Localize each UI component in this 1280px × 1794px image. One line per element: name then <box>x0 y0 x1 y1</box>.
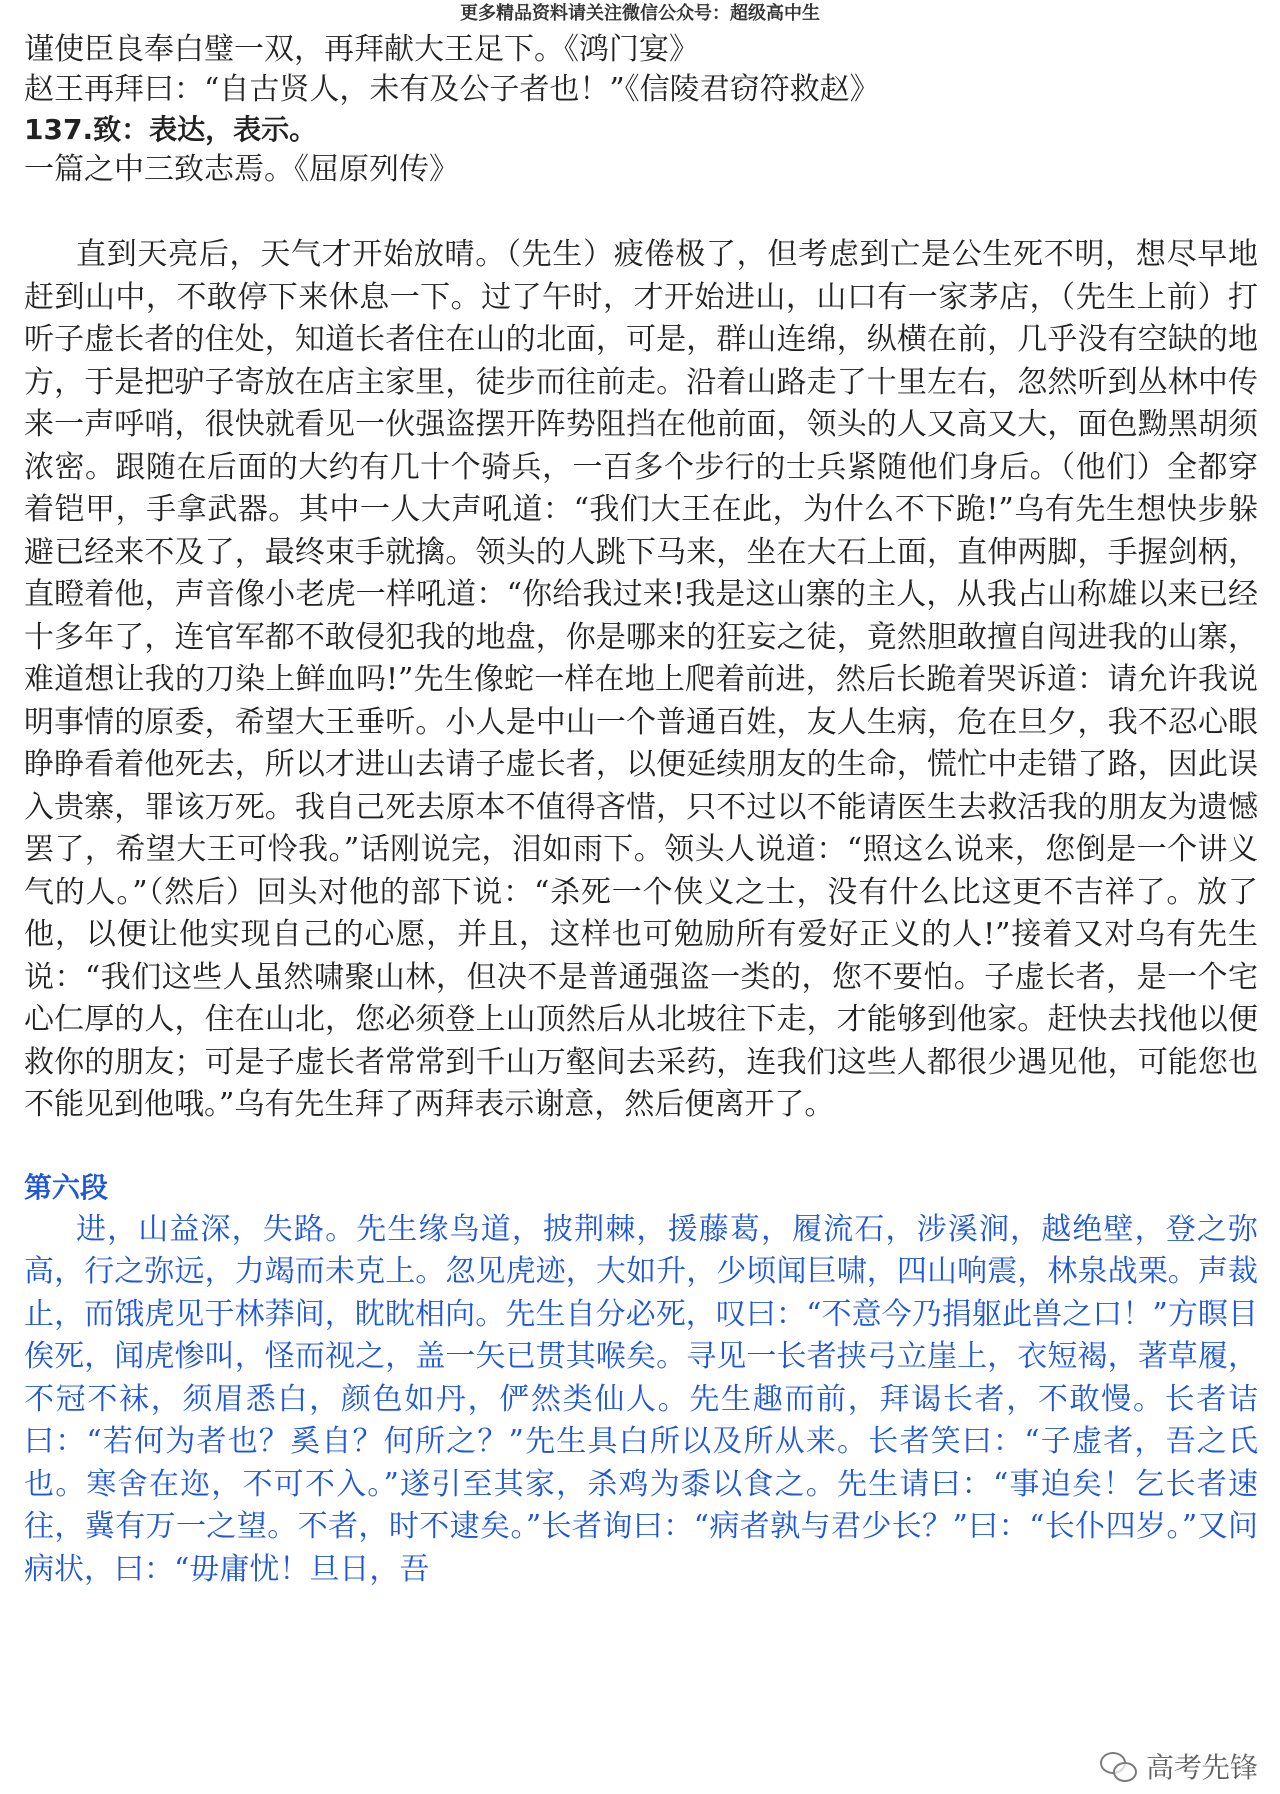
watermark-text: 高考先锋 <box>1145 1751 1258 1784</box>
entry-137-heading: 137.致：表达，表示。 <box>24 113 318 146</box>
wechat-icon <box>1100 1750 1138 1782</box>
entry-137-example: 一篇之中三致志焉。《屈原列传》 <box>24 152 459 187</box>
page-header: 更多精品资料请关注微信公众号：超级高中生 <box>460 3 820 24</box>
translation-paragraph: 直到天亮后，天气才开始放晴。（先生）疲倦极了，但考虑到亡是公生死不明，想尽早地赶到山中，不敢停下来休息一下。过了午时，才开始进山，山口有一家茅店，（先生上前）打听子虚长者的住处，知道长者住在山的北面，可是，群山连绵，纵横在前，几乎没有空缺的地方，于是把驴子寄放在店主家里，徒步而往前走。沿着山路走了十里左右，忽然听到丛林中传来一声呼哨，很快就看见一伙强盗摆开阵势阻挡在他前面，领头的人又高又大，面色黝黑胡须浓密。跟随在后面的大约有几十个骑兵，一百多个步行的士兵紧随他们身后。（他们）全都穿着铠甲，手拿武器。其中一人大声吼道：“我们大王在此，为什么不下跪!”乌有先生想快步躲避已经来不及了，最终束手就擒。领头的人跳下马来，坐在大石上面，直伸两脚，手握剑柄，直瞪着他，声音像小老虎一样吼道：“你给我过来!我是这山寨的主人，从我占山称雄以来已经十多年了，连官军都不敢侵犯我的地盘，你是哪来的狂妄之徒，竟然胆敢擅自闯进我的山寨，难道想让我的刀染上鲜血吗!”先生像蛇一样在地上爬着前进，然后长跪着哭诉道：请允许我说明事情的原委，希望大王垂听。小人是中山一个普通百姓，友人生病，危在旦夕，我不忍心眼睁睁看着他死去，所以才进山去请子虚长者，以便延续朋友的生命，慌忙中走错了路，因此误入贵寨，罪该万死。我自己死去原本不值得吝惜，只不过以不能请医生去救活我的朋友为遗憾罢了，希望大王可怜我。”话刚说完，泪如雨下。领头人说道：“照这么说来，您倒是一个讲义气的人。”（然后）回头对他的部下说：“杀死一个侠义之士，没有什么比这更不吉祥了。放了他，以便让他实现自己的心愿，并且，这样也可勉励所有爱好正义的人!”接着又对乌有先生说：“我们这些人虽然啸聚山林，但决不是普通强盗一类的，您不要怕。子虚长者，是一个宅心仁厚的人，住在山北，您必须登上山顶然后从北坡往下走，才能够到他家。赶快去找他以便救你的朋友；可是子虚长者常常到千山万壑间去采药，连我们这些人都很少遇见他，可能您也不能见到他哦。”乌有先生拜了两拜表示谢意，然后便离开了。 <box>24 237 1258 1122</box>
section-6-title: 第六段 <box>24 1170 109 1204</box>
document-body <box>24 30 1258 1591</box>
section-6-text: 进，山益深，失路。先生缘鸟道，披荆棘，援藤葛，履流石，涉溪涧，越绝壁，登之弥高，行之弥远，力竭而未克上。忽见虎迹，大如升，少顷闻巨啸，四山响震，林泉战栗。声裁止，而饿虎见于林莽间，眈眈相向。先生自分必死，叹曰：“不意今乃捐躯此兽之口！”方瞑目俟死，闻虎惨叫，怪而视之，盖一矢已贯其喉矣。寻见一长者挟弓立崖上，衣短褐，著草履，不冠不袜，须眉悉白，颜色如丹，俨然类仙人。先生趣而前，拜谒长者，不敢慢。长者诘曰：“若何为者也？奚自？何所之？”先生具白所以及所从来。长者笑曰：“子虚者，吾之氏也。寒舍在迩，不可不入。”遂引至其家，杀鸡为黍以食之。先生请曰：“事迫矣！乞长者速往，冀有万一之望。不者，时不逮矣。”长者询曰：“病者孰与君少长？”曰：“长仆四岁。”又问病状，曰：“毋庸忧！旦日，吾 <box>24 1211 1258 1587</box>
intro-line-1: 谨使臣良奉白璧一双，再拜献大王足下。《鸿门宴》 <box>24 32 699 67</box>
spacer <box>24 1127 1258 1167</box>
spacer <box>24 190 1258 234</box>
intro-line-2: 赵王再拜曰：“自古贤人，未有及公子者也！”《信陵君窃符救赵》 <box>24 72 880 107</box>
watermark <box>1100 1746 1258 1786</box>
